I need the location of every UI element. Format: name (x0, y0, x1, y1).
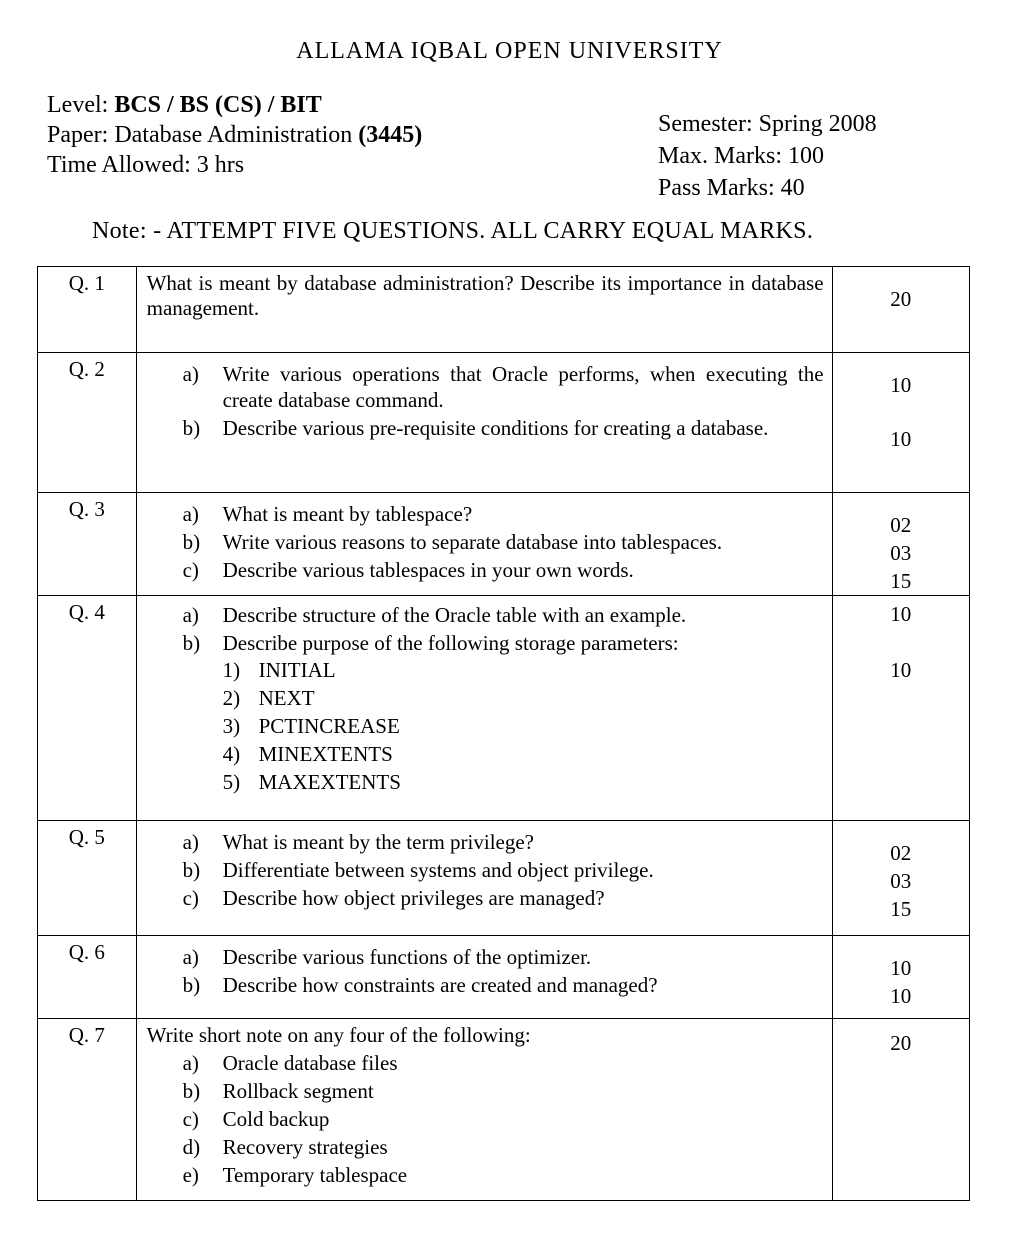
sub-question-text: Describe various functions of the optimizer. (222, 945, 592, 969)
parameter-name: MINEXTENTS (258, 742, 393, 766)
time-allowed: Time Allowed: 3 hrs (47, 152, 245, 178)
parameter-name: NEXT (258, 686, 315, 710)
sub-question-list (147, 944, 824, 998)
question-number: Q. 2 (38, 353, 137, 493)
sub-question (183, 529, 824, 555)
sub-question-text: Describe how object privileges are managed? (222, 886, 605, 910)
sub-question (183, 857, 824, 883)
parameter-number: 5) (222, 770, 241, 794)
marks-cell (832, 493, 969, 596)
sub-question (183, 557, 824, 583)
marks-value: 03 (890, 541, 912, 565)
marks-cell (832, 353, 969, 493)
sub-question-letter: a) (182, 362, 199, 386)
sub-question (183, 415, 824, 441)
sub-question-letter: a) (182, 502, 199, 526)
semester: Semester: Spring 2008 (658, 111, 877, 137)
marks-value: 02 (890, 841, 912, 865)
sub-question (183, 972, 824, 998)
parameter-number: 1) (222, 658, 241, 682)
sub-question-letter: b) (182, 973, 201, 997)
sub-question-letter: d) (182, 1135, 201, 1159)
sub-question-list (147, 501, 824, 583)
marks-cell (832, 1019, 969, 1201)
question-text-cell (136, 821, 832, 936)
sub-question-letter: b) (182, 1079, 201, 1103)
question-text-cell (136, 353, 832, 493)
marks-value: 10 (890, 956, 912, 980)
sub-question-text: What is meant by tablespace? (222, 502, 473, 526)
sub-question-text: Write various operations that Oracle performs, when executing the create database command. (222, 362, 824, 412)
sub-question (183, 829, 824, 855)
sub-question-list (147, 602, 824, 796)
question-row (38, 353, 970, 493)
marks-value: 10 (890, 658, 912, 682)
sub-question-text: Differentiate between systems and object privilege. (222, 858, 654, 882)
sub-question-text: Describe purpose of the following storage parameters: (222, 631, 679, 655)
sub-question-letter: b) (182, 631, 201, 655)
marks-cell (832, 267, 969, 353)
marks-cell (832, 596, 969, 821)
question-number: Q. 6 (38, 936, 137, 1019)
exam-info-right (658, 108, 877, 204)
question-row (38, 267, 970, 353)
level-label: Level: (47, 92, 115, 118)
sub-question (183, 630, 824, 796)
sub-question-letter: a) (182, 830, 199, 854)
sub-question-letter: b) (182, 530, 201, 554)
parameter-number: 3) (222, 714, 241, 738)
parameter-number: 4) (222, 742, 241, 766)
marks-value: 10 (890, 984, 912, 1008)
marks-value: 02 (890, 513, 912, 537)
parameter-name: MAXEXTENTS (258, 770, 401, 794)
sub-question-letter: b) (182, 858, 201, 882)
question-row (38, 596, 970, 821)
sub-question-text: Cold backup (222, 1107, 330, 1131)
question-number: Q. 5 (38, 821, 137, 936)
marks-value: 15 (890, 569, 912, 593)
marks-value: 03 (890, 869, 912, 893)
parameter-item (223, 684, 824, 712)
sub-question (183, 1162, 824, 1188)
paper-label: Paper: Database Administration (47, 122, 359, 148)
sub-question-letter: a) (182, 1051, 199, 1075)
marks-cell (832, 936, 969, 1019)
sub-question (183, 944, 824, 970)
marks-value: 10 (890, 602, 912, 626)
max-marks: Max. Marks: 100 (658, 143, 824, 169)
sub-question-text: What is meant by the term privilege? (222, 830, 534, 854)
sub-question-letter: c) (182, 886, 199, 910)
question-row (38, 1019, 970, 1201)
sub-question-text: Temporary tablespace (222, 1163, 408, 1187)
question-text-cell (136, 596, 832, 821)
parameter-item (223, 656, 824, 684)
marks-value: 10 (890, 427, 912, 451)
sub-question-list (147, 829, 824, 911)
sub-question-text: Oracle database files (222, 1051, 398, 1075)
question-text: What is meant by database administration? Describe its importance in database management. (146, 271, 824, 320)
question-number: Q. 4 (38, 596, 137, 821)
sub-question-text: Describe how constraints are created and managed? (222, 973, 658, 997)
sub-question-letter: c) (182, 558, 199, 582)
exam-info-left (47, 90, 422, 180)
sub-question (183, 1050, 824, 1076)
question-text: Write short note on any four of the following: (146, 1023, 531, 1047)
sub-question-list (147, 1050, 824, 1188)
sub-question-text: Recovery strategies (222, 1135, 388, 1159)
question-row (38, 493, 970, 596)
question-text-cell (136, 1019, 832, 1201)
marks-cell (832, 821, 969, 936)
questions-table (37, 266, 970, 1201)
sub-question-text: Rollback segment (222, 1079, 374, 1103)
question-text-cell (136, 936, 832, 1019)
sub-question (183, 1078, 824, 1104)
sub-question (183, 885, 824, 911)
level-value: BCS / BS (CS) / BIT (114, 92, 322, 118)
marks-value: 20 (890, 1031, 912, 1055)
parameter-number: 2) (222, 686, 241, 710)
sub-question-text: Describe various tablespaces in your own words. (222, 558, 634, 582)
sub-question (183, 1106, 824, 1132)
university-title: ALLAMA IQBAL OPEN UNIVERSITY (296, 38, 723, 64)
question-row (38, 821, 970, 936)
marks-value: 20 (890, 287, 912, 311)
sub-question-text: Describe various pre-requisite conditions for creating a database. (222, 416, 769, 440)
sub-question (183, 602, 824, 628)
sub-question-text: Write various reasons to separate database into tablespaces. (222, 530, 723, 554)
marks-value: 10 (890, 373, 912, 397)
question-number: Q. 7 (38, 1019, 137, 1201)
sub-question (183, 361, 824, 413)
question-row (38, 936, 970, 1019)
sub-question (183, 501, 824, 527)
question-number: Q. 1 (38, 267, 137, 353)
marks-value: 15 (890, 897, 912, 921)
question-number: Q. 3 (38, 493, 137, 596)
parameter-name: PCTINCREASE (258, 714, 400, 738)
parameter-name: INITIAL (258, 658, 336, 682)
sub-question (183, 1134, 824, 1160)
sub-question-letter: a) (182, 603, 199, 627)
level-line (47, 90, 422, 120)
paper-line (47, 120, 422, 150)
question-text-cell (136, 493, 832, 596)
instructions-note: Note: - ATTEMPT FIVE QUESTIONS. ALL CARRY EQUAL MARKS. (92, 218, 814, 244)
sub-question-letter: e) (182, 1163, 199, 1187)
sub-question-text: Describe structure of the Oracle table with an example. (222, 603, 687, 627)
paper-code: (3445) (358, 122, 423, 148)
parameter-item (223, 768, 824, 796)
sub-question-list (147, 361, 824, 441)
sub-question-letter: a) (182, 945, 199, 969)
pass-marks: Pass Marks: 40 (658, 175, 805, 201)
parameter-item (223, 740, 824, 768)
parameter-list (223, 656, 824, 796)
question-text-cell (136, 267, 832, 353)
parameter-item (223, 712, 824, 740)
sub-question-letter: c) (182, 1107, 199, 1131)
sub-question-letter: b) (182, 416, 201, 440)
